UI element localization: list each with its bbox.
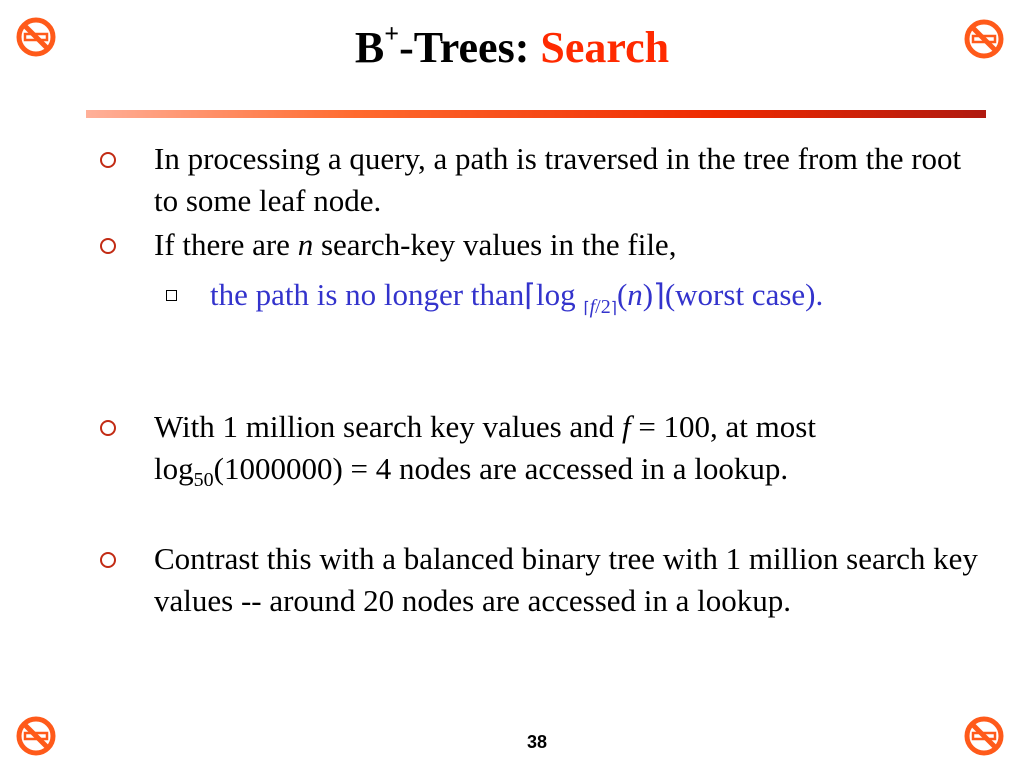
variable-n: n bbox=[627, 277, 643, 312]
circle-bullet-icon bbox=[100, 552, 116, 568]
sub-text-part: (worst case). bbox=[664, 277, 824, 312]
title-superscript: + bbox=[384, 19, 400, 48]
sub-text-part: the path is no longer than bbox=[210, 277, 525, 312]
base-rest: /2 bbox=[595, 296, 611, 318]
slide-title bbox=[0, 19, 1024, 74]
variable-f: f bbox=[589, 296, 596, 318]
bullet-text bbox=[154, 406, 984, 501]
ceiling-close-symbol: ⌉ bbox=[653, 278, 665, 313]
ceiling-open-symbol: ⌈ bbox=[524, 278, 536, 313]
title-divider bbox=[86, 110, 986, 118]
bullet-text-part: If there are bbox=[154, 227, 298, 262]
circle-bullet-icon bbox=[100, 238, 116, 254]
paren-close: ) bbox=[642, 277, 654, 312]
page-number: 38 bbox=[526, 732, 548, 752]
variable-f: f bbox=[621, 409, 631, 444]
square-bullet-icon bbox=[166, 290, 177, 301]
bullet-text-part: = 100, at most log bbox=[154, 409, 816, 486]
variable-n: n bbox=[297, 227, 314, 262]
circle-bullet-icon bbox=[100, 420, 116, 436]
circle-bullet-icon bbox=[100, 152, 116, 168]
bullet-text: Contrast this with a balanced binary tree with 1 million search key values -- around 20 nodes are accessed in a lookup. bbox=[154, 541, 978, 618]
bullet-text-part: (1000000) = 4 nodes are accessed in a lookup. bbox=[213, 451, 789, 486]
bullet-text-part: search-key values in the file, bbox=[313, 227, 677, 262]
title-accent: Search bbox=[540, 23, 670, 72]
log-subscript: 50 bbox=[193, 469, 214, 492]
sub-bullet-text bbox=[210, 276, 950, 327]
bullet-text bbox=[154, 224, 984, 266]
log-base: ⌈f/2⌉ bbox=[583, 296, 617, 318]
title-rest: -Trees: bbox=[399, 23, 541, 72]
paren-open: ( bbox=[616, 277, 628, 312]
bullet-text-part: With 1 million search key values and bbox=[154, 409, 622, 444]
log-text: log bbox=[535, 277, 584, 312]
bullet-text: In processing a query, a path is traversed in the tree from the root to some leaf node. bbox=[154, 141, 962, 218]
title-base: B bbox=[354, 23, 385, 72]
